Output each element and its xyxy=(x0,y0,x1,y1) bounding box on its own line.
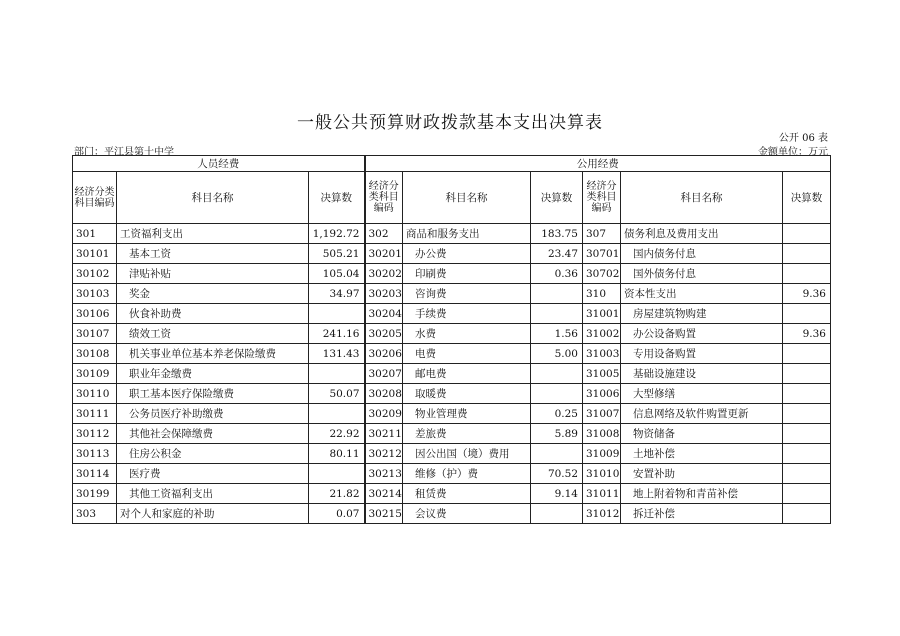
code-cell: 30101 xyxy=(73,244,117,264)
table-row xyxy=(73,324,831,344)
name-cell: 职工基本医疗保险缴费 xyxy=(117,384,309,404)
code-cell: 30110 xyxy=(73,384,117,404)
table-row xyxy=(73,424,831,444)
code-cell: 31012 xyxy=(583,504,621,524)
code-cell: 31009 xyxy=(583,444,621,464)
code-cell: 30701 xyxy=(583,244,621,264)
name-cell: 其他社会保障缴费 xyxy=(117,424,309,444)
column-header-amount: 决算数 xyxy=(783,172,831,224)
form-number: 公开 06 表 xyxy=(778,133,828,144)
amount-cell: 34.97 xyxy=(309,284,365,304)
column-header-code: 经济分类科目编码 xyxy=(73,172,117,224)
amount-cell xyxy=(783,224,831,244)
amount-cell xyxy=(531,304,583,324)
name-cell: 绩效工资 xyxy=(117,324,309,344)
amount-cell xyxy=(531,384,583,404)
amount-cell: 70.52 xyxy=(531,464,583,484)
amount-cell xyxy=(531,364,583,384)
amount-cell: 0.36 xyxy=(531,264,583,284)
amount-cell xyxy=(309,304,365,324)
department-label: 部门：平江县第十中学 xyxy=(74,147,174,158)
code-cell: 30199 xyxy=(73,484,117,504)
code-cell: 30106 xyxy=(73,304,117,324)
amount-cell xyxy=(783,424,831,444)
column-header-amount: 决算数 xyxy=(531,172,583,224)
table-row xyxy=(73,484,831,504)
code-cell: 310 xyxy=(583,284,621,304)
code-cell: 30108 xyxy=(73,344,117,364)
code-cell: 30212 xyxy=(365,444,403,464)
code-cell: 30114 xyxy=(73,464,117,484)
amount-cell: 9.36 xyxy=(783,284,831,304)
amount-cell xyxy=(309,404,365,424)
name-cell: 电费 xyxy=(403,344,531,364)
table-row xyxy=(73,364,831,384)
table-row xyxy=(73,504,831,524)
amount-cell: 9.14 xyxy=(531,484,583,504)
amount-cell xyxy=(783,404,831,424)
code-cell: 30213 xyxy=(365,464,403,484)
amount-cell: 5.00 xyxy=(531,344,583,364)
name-cell: 其他工资福利支出 xyxy=(117,484,309,504)
name-cell: 印刷费 xyxy=(403,264,531,284)
amount-cell: 183.75 xyxy=(531,224,583,244)
name-cell: 工资福利支出 xyxy=(117,224,309,244)
code-cell: 31001 xyxy=(583,304,621,324)
amount-cell: 105.04 xyxy=(309,264,365,284)
name-cell: 职业年金缴费 xyxy=(117,364,309,384)
table-row xyxy=(73,344,831,364)
column-header-name: 科目名称 xyxy=(117,172,309,224)
amount-cell: 505.21 xyxy=(309,244,365,264)
amount-cell: 22.92 xyxy=(309,424,365,444)
code-cell: 30109 xyxy=(73,364,117,384)
name-cell: 办公设备购置 xyxy=(621,324,783,344)
code-cell: 31002 xyxy=(583,324,621,344)
name-cell: 土地补偿 xyxy=(621,444,783,464)
amount-cell: 1,192.72 xyxy=(309,224,365,244)
name-cell: 住房公积金 xyxy=(117,444,309,464)
table-row xyxy=(73,304,831,324)
amount-cell: 0.07 xyxy=(309,504,365,524)
name-cell: 邮电费 xyxy=(403,364,531,384)
expenditure-table xyxy=(72,155,831,524)
name-cell: 国外债务付息 xyxy=(621,264,783,284)
amount-cell xyxy=(531,444,583,464)
code-cell: 31005 xyxy=(583,364,621,384)
name-cell: 基本工资 xyxy=(117,244,309,264)
amount-cell: 0.25 xyxy=(531,404,583,424)
name-cell: 地上附着物和青苗补偿 xyxy=(621,484,783,504)
name-cell: 医疗费 xyxy=(117,464,309,484)
code-cell: 30202 xyxy=(365,264,403,284)
code-cell: 30215 xyxy=(365,504,403,524)
name-cell: 信息网络及软件购置更新 xyxy=(621,404,783,424)
name-cell: 物资储备 xyxy=(621,424,783,444)
code-cell: 30209 xyxy=(365,404,403,424)
code-cell: 30113 xyxy=(73,444,117,464)
name-cell: 奖金 xyxy=(117,284,309,304)
code-cell: 30111 xyxy=(73,404,117,424)
code-cell: 30208 xyxy=(365,384,403,404)
column-header-code: 经济分类科目编码 xyxy=(365,172,403,224)
table-row xyxy=(73,264,831,284)
name-cell: 基础设施建设 xyxy=(621,364,783,384)
name-cell: 安置补助 xyxy=(621,464,783,484)
name-cell: 物业管理费 xyxy=(403,404,531,424)
name-cell: 取暖费 xyxy=(403,384,531,404)
group-header-public: 公用经费 xyxy=(365,156,831,172)
name-cell: 债务利息及费用支出 xyxy=(621,224,783,244)
name-cell: 房屋建筑物购建 xyxy=(621,304,783,324)
code-cell: 30206 xyxy=(365,344,403,364)
amount-cell: 9.36 xyxy=(783,324,831,344)
name-cell: 伙食补助费 xyxy=(117,304,309,324)
code-cell: 30112 xyxy=(73,424,117,444)
name-cell: 对个人和家庭的补助 xyxy=(117,504,309,524)
amount-cell xyxy=(309,464,365,484)
amount-cell: 1.56 xyxy=(531,324,583,344)
amount-cell xyxy=(531,504,583,524)
code-cell: 31007 xyxy=(583,404,621,424)
code-cell: 307 xyxy=(583,224,621,244)
code-cell: 30702 xyxy=(583,264,621,284)
code-cell: 301 xyxy=(73,224,117,244)
table-row xyxy=(73,284,831,304)
name-cell: 机关事业单位基本养老保险缴费 xyxy=(117,344,309,364)
amount-cell xyxy=(783,464,831,484)
column-header-code: 经济分类科目编码 xyxy=(583,172,621,224)
name-cell: 会议费 xyxy=(403,504,531,524)
code-cell: 30103 xyxy=(73,284,117,304)
amount-cell xyxy=(783,384,831,404)
name-cell: 维修（护）费 xyxy=(403,464,531,484)
amount-cell: 21.82 xyxy=(309,484,365,504)
code-cell: 30203 xyxy=(365,284,403,304)
table-row xyxy=(73,464,831,484)
amount-cell: 241.16 xyxy=(309,324,365,344)
code-cell: 30102 xyxy=(73,264,117,284)
table-row xyxy=(73,224,831,244)
code-cell: 31010 xyxy=(583,464,621,484)
code-cell: 30214 xyxy=(365,484,403,504)
group-header-personnel: 人员经费 xyxy=(73,156,365,172)
table-row xyxy=(73,444,831,464)
page-title: 一般公共预算财政拨款基本支出决算表 xyxy=(297,113,603,133)
code-cell: 302 xyxy=(365,224,403,244)
code-cell: 30107 xyxy=(73,324,117,344)
amount-cell xyxy=(783,244,831,264)
column-header-name: 科目名称 xyxy=(621,172,783,224)
amount-cell xyxy=(531,284,583,304)
amount-cell xyxy=(783,484,831,504)
amount-cell xyxy=(783,504,831,524)
amount-cell: 80.11 xyxy=(309,444,365,464)
code-cell: 30211 xyxy=(365,424,403,444)
amount-cell xyxy=(309,364,365,384)
table-row xyxy=(73,404,831,424)
code-cell: 31008 xyxy=(583,424,621,444)
code-cell: 31006 xyxy=(583,384,621,404)
name-cell: 水费 xyxy=(403,324,531,344)
code-cell: 30207 xyxy=(365,364,403,384)
code-cell: 30201 xyxy=(365,244,403,264)
name-cell: 拆迁补偿 xyxy=(621,504,783,524)
code-cell: 31003 xyxy=(583,344,621,364)
amount-cell: 131.43 xyxy=(309,344,365,364)
name-cell: 手续费 xyxy=(403,304,531,324)
name-cell: 公务员医疗补助缴费 xyxy=(117,404,309,424)
code-cell: 30204 xyxy=(365,304,403,324)
name-cell: 专用设备购置 xyxy=(621,344,783,364)
name-cell: 资本性支出 xyxy=(621,284,783,304)
table-row xyxy=(73,384,831,404)
table-row xyxy=(73,244,831,264)
column-header-name: 科目名称 xyxy=(403,172,531,224)
amount-cell xyxy=(783,364,831,384)
column-header-amount: 决算数 xyxy=(309,172,365,224)
name-cell: 商品和服务支出 xyxy=(403,224,531,244)
amount-cell: 50.07 xyxy=(309,384,365,404)
unit-label: 金额单位：万元 xyxy=(758,147,828,158)
name-cell: 咨询费 xyxy=(403,284,531,304)
amount-cell: 23.47 xyxy=(531,244,583,264)
code-cell: 31011 xyxy=(583,484,621,504)
code-cell: 303 xyxy=(73,504,117,524)
name-cell: 国内债务付息 xyxy=(621,244,783,264)
name-cell: 津贴补贴 xyxy=(117,264,309,284)
amount-cell xyxy=(783,444,831,464)
code-cell: 30205 xyxy=(365,324,403,344)
amount-cell: 5.89 xyxy=(531,424,583,444)
amount-cell xyxy=(783,344,831,364)
name-cell: 租赁费 xyxy=(403,484,531,504)
name-cell: 差旅费 xyxy=(403,424,531,444)
amount-cell xyxy=(783,264,831,284)
name-cell: 办公费 xyxy=(403,244,531,264)
name-cell: 大型修缮 xyxy=(621,384,783,404)
amount-cell xyxy=(783,304,831,324)
name-cell: 因公出国（境）费用 xyxy=(403,444,531,464)
